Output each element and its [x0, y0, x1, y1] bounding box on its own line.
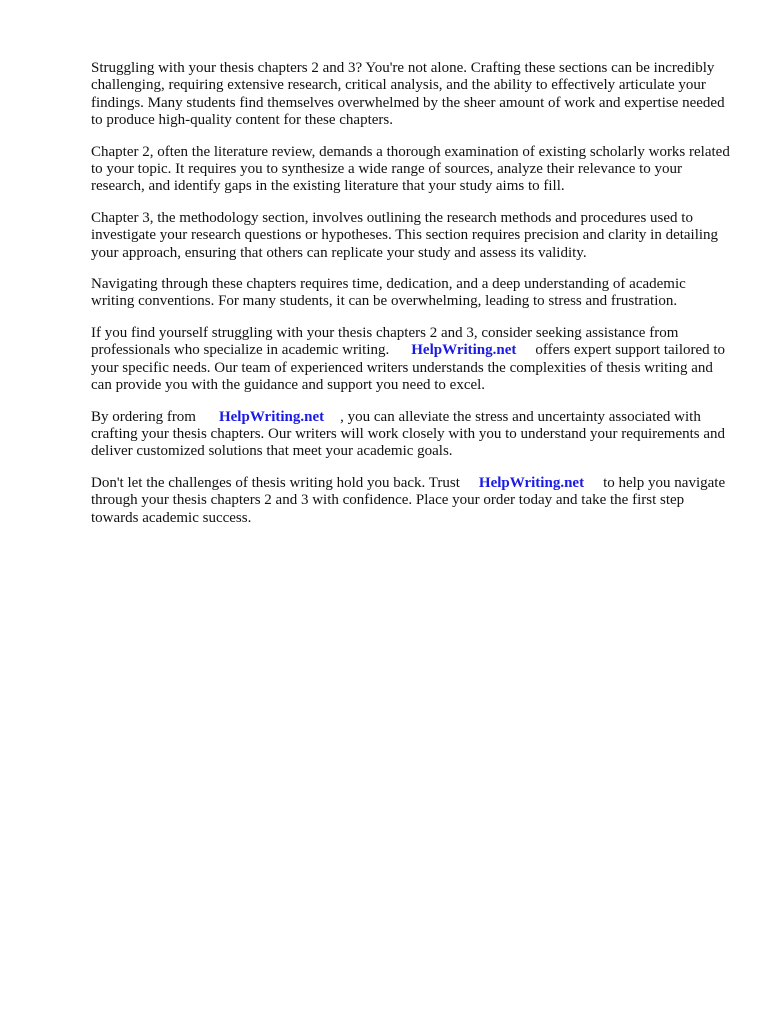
- document-body: [91, 60, 731, 541]
- paragraph-ordering-text-before: By ordering from: [91, 408, 196, 425]
- paragraph-intro: Struggling with your thesis chapters 2 and 3? You're not alone. Crafting these sections can be incredibly challenging, requiring extensive research, critical analysis, and the ability to effectively articulate your findings. Many students find themselves overwhelmed by the sheer amount of work and expertise needed to produce high-quality content for these chapters.: [91, 60, 725, 129]
- paragraph-ordering: [91, 409, 731, 461]
- paragraph-assistance-text-after: offers expert support tailored to your specific needs. Our team of experienced writers understands the complexities of thesis writing and can provide you with the guidance and support you need to excel.: [91, 342, 726, 394]
- paragraph-closing-text-before: Don't let the challenges of thesis writing hold you back. Trust: [91, 474, 460, 491]
- paragraph-assistance-text-before: If you find yourself struggling with your thesis chapters 2 and 3, consider seeking assistance from professionals who specialize in academic writing.: [91, 324, 679, 359]
- paragraph-ordering-text-after: , you can alleviate the stress and uncertainty associated with crafting your thesis chapters. Our writers will work closely with you to understand your requirements and deliver customized solutions that meet your academic goals.: [91, 408, 726, 460]
- helpwriting-link-2[interactable]: HelpWriting.net: [218, 408, 325, 425]
- paragraph-closing: [91, 475, 731, 527]
- paragraph-navigating: Navigating through these chapters requires time, dedication, and a deep understanding of academic writing conventions. For many students, it can be overwhelming, leading to stress and frustration.: [91, 276, 686, 310]
- helpwriting-link-3[interactable]: HelpWriting.net: [478, 474, 585, 491]
- helpwriting-link-1[interactable]: HelpWriting.net: [411, 342, 517, 359]
- paragraph-assistance: [91, 325, 731, 395]
- paragraph-chapter-2: Chapter 2, often the literature review, demands a thorough examination of existing scholarly works related to your topic. It requires you to synthesize a wide range of sources, analyze their relevance to your research, and identify gaps in the existing literature that your study aims to fill.: [91, 143, 730, 195]
- paragraph-closing-text-after: to help you navigate through your thesis chapters 2 and 3 with confidence. Place your order today and take the first step towards academic success.: [91, 474, 726, 526]
- paragraph-chapter-3: Chapter 3, the methodology section, involves outlining the research methods and procedures used to investigate your research questions or hypotheses. This section requires precision and clarity in detailing your approach, ensuring that others can replicate your study and assess its validity.: [91, 209, 719, 261]
